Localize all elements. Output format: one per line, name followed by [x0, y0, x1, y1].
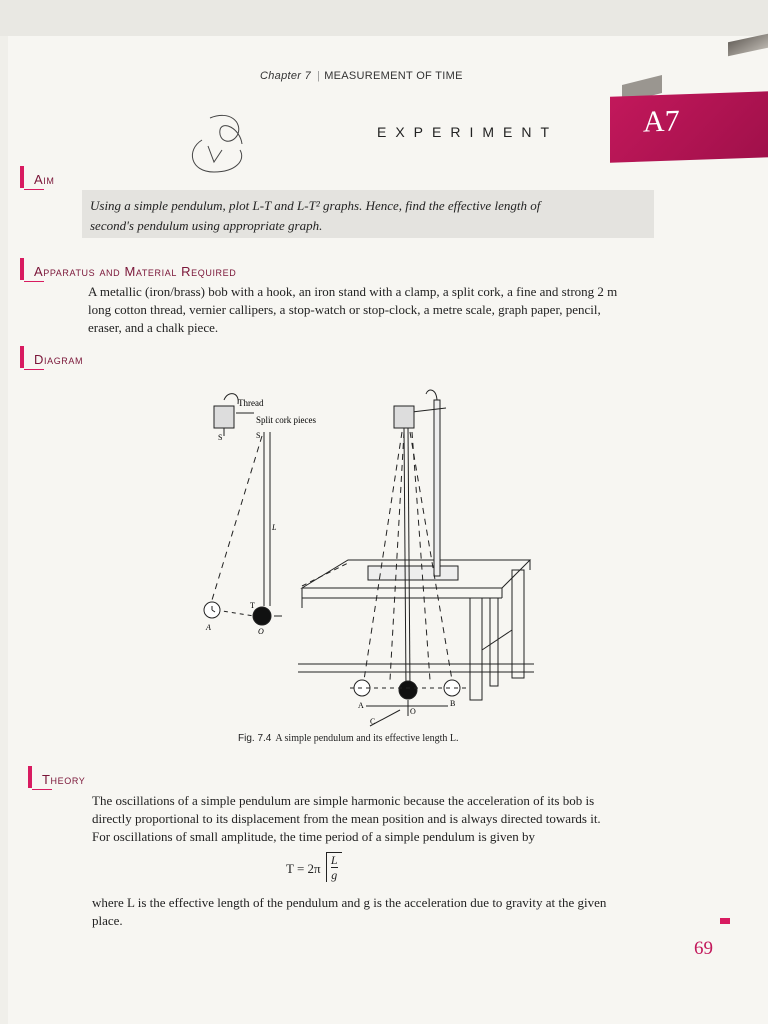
theory-line-5: place. [92, 913, 123, 928]
theory-line-1: The oscillations of a simple pendulum are simple harmonic because the acceleration of its bob is [92, 793, 595, 808]
handwritten-scribble-icon [180, 110, 250, 182]
svg-text:S: S [256, 431, 261, 440]
apparatus-line-3: eraser, and a chalk piece. [88, 320, 219, 335]
page-number: 69 [694, 938, 713, 959]
apparatus-heading: Apparatus and Material Required [20, 264, 236, 279]
figure-caption-text: A simple pendulum and its effective length L. [275, 733, 459, 744]
svg-text:O: O [258, 627, 264, 636]
split-cork-left [214, 406, 234, 428]
apparatus-line-1: A metallic (iron/brass) bob with a hook, an iron stand with a clamp, a split cork, a fine and strong 2 m [88, 284, 618, 299]
svg-text:B: B [450, 699, 456, 708]
chapter-prefix: Chapter 7 [260, 70, 312, 82]
formula-lhs: T = 2π [286, 861, 321, 876]
aim-line-1: Using a simple pendulum, plot L-T and L-T² graphs. Hence, find the effective length of [90, 198, 541, 213]
svg-text:S: S [218, 433, 223, 442]
label-thread: Thread [238, 398, 264, 408]
experiment-id-banner [610, 91, 768, 163]
diagram-heading: Diagram [20, 352, 83, 367]
apparatus-text [88, 283, 718, 337]
formula-numerator: L [330, 853, 338, 867]
table-leg-front [470, 598, 482, 700]
aim-heading: Aim [20, 172, 54, 187]
svg-text:O: O [410, 707, 416, 716]
theory-heading: Theory [28, 772, 85, 787]
theory-line-2: directly proportional to its displacement from the mean position and is always directed towards it. [92, 811, 601, 826]
theory-line-3: For oscillations of small amplitude, the time period of a simple pendulum is given by [92, 829, 536, 844]
swing-line-dashed [212, 436, 262, 600]
formula-denominator: g [331, 868, 338, 882]
split-cork-right [394, 406, 414, 428]
stand-rod [434, 400, 440, 576]
experiment-label: EXPERIMENT [377, 124, 559, 140]
svg-text:T: T [250, 601, 255, 610]
theory-text-2 [92, 894, 722, 930]
page-top-background [0, 0, 768, 36]
period-formula [286, 846, 342, 882]
figure-caption [238, 733, 458, 744]
svg-text:L: L [272, 523, 277, 532]
thread-curve [224, 394, 238, 404]
theory-line-4: where L is the effective length of the pendulum and g is the acceleration due to gravity at the given [92, 895, 607, 910]
svg-text:A: A [358, 701, 364, 710]
figure-number: Fig. 7.4 [238, 733, 272, 744]
aim-text [90, 196, 650, 236]
theory-text [92, 792, 722, 846]
svg-text:C: C [370, 717, 376, 726]
page-marker [720, 918, 730, 924]
bob-left [253, 607, 271, 625]
experiment-id: A7 [643, 104, 680, 139]
apparatus-line-2: long cotton thread, vernier callipers, a stop-watch or stop-clock, a metre scale, graph paper, pencil, [88, 302, 601, 317]
svg-text:A: A [206, 623, 211, 632]
chapter-title: MEASUREMENT OF TIME [324, 70, 463, 82]
pendulum-diagram [190, 380, 550, 730]
bob-right [399, 681, 417, 699]
chapter-header: Chapter 7 | MEASUREMENT OF TIME [260, 70, 463, 82]
label-split-cork: Split cork pieces [256, 415, 316, 425]
aim-line-2: second's pendulum using appropriate graph. [90, 218, 323, 233]
